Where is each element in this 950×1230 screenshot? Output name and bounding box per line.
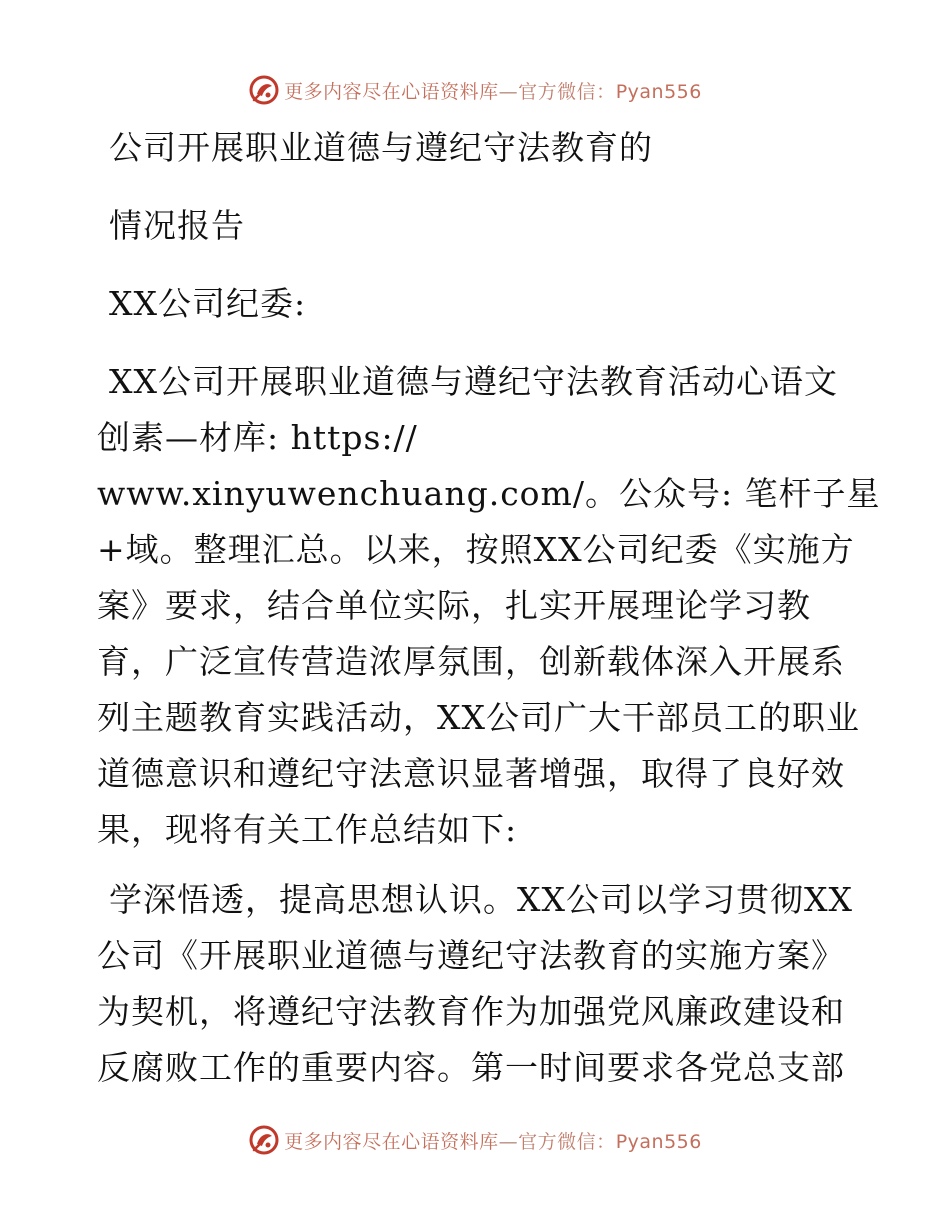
banner-wechat-label: 官方微信： [518,80,616,103]
footer-banner [0,1120,950,1160]
paragraph-line: +域。整理汇总。以来，按照XX公司纪委《实施方 [97,530,855,569]
banner-wechat-id: Pyan556 [615,1130,702,1153]
paragraph-line: 为契机，将遵纪守法教育作为加强党风廉政建设和 [97,992,845,1031]
banner-main-text: 更多内容尽在心语资料库 [284,1130,499,1153]
paragraph-1 [97,354,881,858]
paragraph-line: www.xinyuwenchuang.com/。公众号: 笔杆子星 [97,474,881,513]
paragraph-line: 育，广泛宣传营造浓厚氛围，创新载体深入开展系 [97,642,845,681]
paragraph-line: 道德意识和遵纪守法意识显著增强，取得了良好效 [97,754,845,793]
banner-main-text: 更多内容尽在心语资料库 [284,80,499,103]
header-banner [0,70,950,110]
document-title-line-2: 情况报告 [109,206,245,245]
banner-text [284,1127,702,1154]
banner-wechat-label: 官方微信： [518,1130,616,1153]
paragraph-line: 案》要求，结合单位实际，扎实开展理论学习教 [97,586,811,625]
paragraph-line: 学深悟透，提高思想认识。XX公司以学习贯彻XX [109,880,853,919]
paragraph-line: XX公司开展职业道德与遵纪守法教育活动心语文 [109,362,838,401]
banner-separator: — [498,80,519,103]
paragraph-line: 果，现将有关工作总结如下: [97,810,518,849]
red-circular-emblem-icon [248,1124,280,1156]
paragraph-line: 公司《开展职业道德与遵纪守法教育的实施方案》 [97,936,845,975]
red-circular-emblem-icon [248,74,280,106]
banner-text [284,77,702,104]
paragraph-line: 反腐败工作的重要内容。第一时间要求各党总支部 [97,1048,845,1087]
paragraph-2 [97,872,857,1096]
document-title-line-1: 公司开展职业道德与遵纪守法教育的 [109,128,653,167]
paragraph-line: 创素—材库: https:// [97,418,418,457]
banner-wechat-id: Pyan556 [615,80,702,103]
paragraph-line: 列主题教育实践活动，XX公司广大干部员工的职业 [97,698,860,737]
document-body [97,120,881,1096]
banner-separator: — [498,1130,519,1153]
document-salutation: XX公司纪委: [109,284,307,323]
